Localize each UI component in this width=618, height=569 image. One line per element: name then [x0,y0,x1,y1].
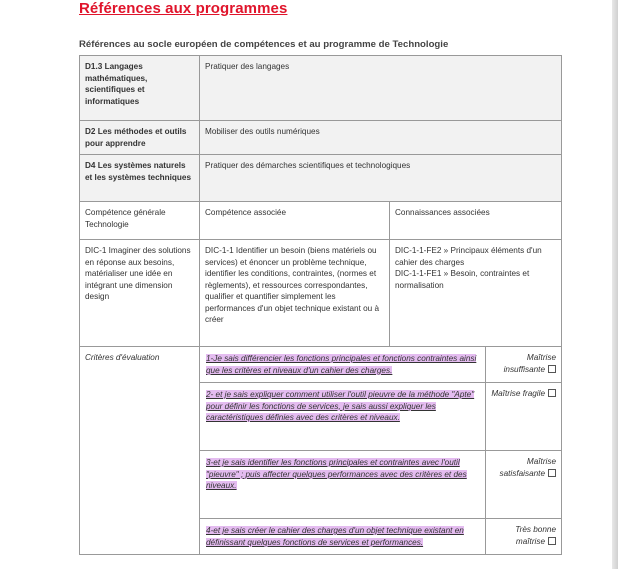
criterion-3 [200,451,486,519]
header-associated-competence: Compétence associée [200,202,390,240]
mastery-label: Maîtrise satisfaisante [499,457,557,478]
general-competence-text: DIC-1 Imaginer des solutions en réponse aux besoins, matérialiser une idée en intégrant une dimension design [80,240,200,347]
associated-competence-text: DIC-1-1 Identifier un besoin (biens matériels ou services) et énoncer un problème technique, identifier les conditions, contraintes, (normes et règlements), et ressources correspondantes, qualifier et quantifier simplement les performances d'un objet technique existant ou à créer [200,240,390,347]
header-associated-knowledge: Connaissances associées [390,202,562,240]
mastery-level-3 [486,451,562,519]
mastery-level-4 [486,519,562,555]
mastery-label: Très bonne maîtrise [515,525,557,546]
domain-label-d13: D1.3 Langages mathématiques, scientifiques et informatiques [80,56,200,121]
page-title: Références aux programmes [79,0,288,17]
mastery-checkbox[interactable] [548,469,556,477]
domain-label-d2: D2 Les méthodes et outils pour apprendre [80,121,200,155]
mastery-level-1 [486,347,562,383]
criterion-text: 4-et je sais créer le cahier des charges d'un objet technique existant en définissant quelques fonctions de services et performances. [206,526,464,547]
criterion-1 [200,347,486,383]
section-subtitle: Références au socle européen de compétences et au programme de Technologie [79,39,449,50]
domain-desc-d4: Pratiquer des démarches scientifiques et technologiques [200,155,562,202]
mastery-checkbox[interactable] [548,537,556,545]
mastery-label: Maîtrise insuffisante [503,353,557,374]
mastery-label: Maîtrise fragile [491,389,546,398]
domain-desc-d2: Mobiliser des outils numériques [200,121,562,155]
mastery-checkbox[interactable] [548,389,556,397]
page-edge-shadow [612,0,618,569]
criterion-text: 3-et je sais identifier les fonctions principales et contraintes avec l'outil "pieuvre" ; puis affecter quelques performances avec des critères et des niveaux. [206,458,467,490]
domain-label-d4: D4 Les systèmes naturels et les systèmes techniques [80,155,200,202]
criterion-text: 2- et je sais expliquer comment utiliser l'outil pieuvre de la méthode "Apte" pour définir les fonctions de services, je sais aussi expliquer les caractéristiques définies avec des critères et niveaux. [206,390,475,422]
evaluation-criteria-label: Critères d'évaluation [80,347,200,555]
knowledge-item: DIC-1-1-FE1 » Besoin, contraintes et normalisation [395,269,530,290]
header-general-competence: Compétence générale Technologie [80,202,200,240]
references-table [79,55,562,555]
criterion-text: 1-Je sais différencier les fonctions principales et fonctions contraintes ainsi que les critères et niveaux d'un cahier des charges. [206,354,477,375]
mastery-checkbox[interactable] [548,365,556,373]
associated-knowledge-cell [390,240,562,347]
criterion-2 [200,383,486,451]
mastery-level-2 [486,383,562,451]
knowledge-item: DIC-1-1-FE2 » Principaux éléments d'un cahier des charges [395,246,542,267]
domain-desc-d13: Pratiquer des langages [200,56,562,121]
criterion-4 [200,519,486,555]
